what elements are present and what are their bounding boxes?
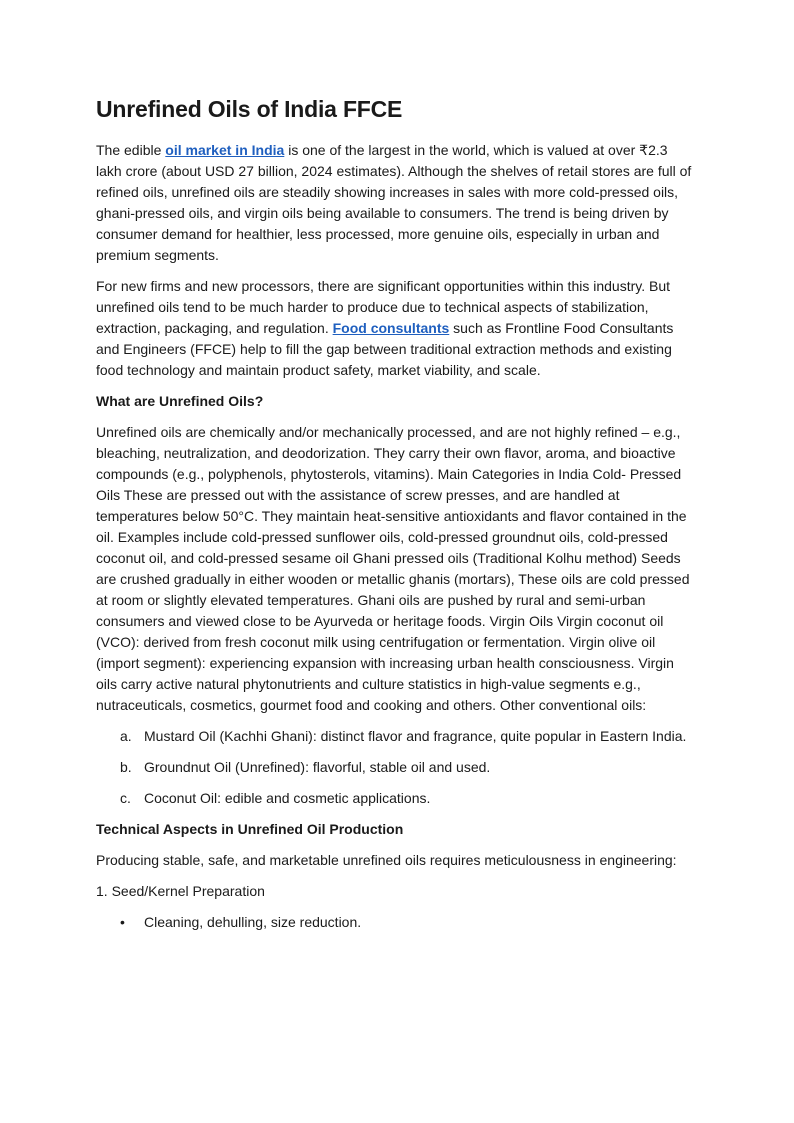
- opportunities-paragraph: [96, 276, 696, 381]
- intro-text-after: is one of the largest in the world, which is valued at over ₹2.3 lakh crore (about USD 27 billion, 2024 estimates). Although the shelves of retail stores are full of refined oils, unrefined oils are steadily showing increases in sales with more cold-pressed oils, ghani-pressed oils, and virgin oils being available to consumers. The trend is being driven by consumer demand for healthier, less processed, more genuine oils, especially in urban and premium segments.: [96, 141, 692, 263]
- seed-preparation-list: [96, 912, 696, 933]
- conventional-oils-list: [96, 726, 696, 809]
- document-title: Unrefined Oils of India FFCE: [96, 96, 403, 122]
- list-marker: a.: [120, 727, 132, 744]
- list-item: [96, 912, 696, 933]
- list-item-text: Mustard Oil (Kachhi Ghani): distinct flavor and fragrance, quite popular in Eastern India.: [144, 727, 687, 744]
- list-item: [96, 788, 696, 809]
- list-item: [96, 757, 696, 778]
- list-marker: c.: [120, 789, 131, 806]
- intro-paragraph: [96, 140, 696, 266]
- unrefined-oils-description: Unrefined oils are chemically and/or mechanically processed, and are not highly refined – e.g., bleaching, neutralization, and deodorization. They carry their own flavor, aroma, and bioactive compounds (e.g., polyphenols, phytosterols, vitamins). Main Categories in India Cold- Pressed Oils These are pressed out with the assistance of screw presses, and are handled at temperatures below 50°C. They maintain heat-sensitive antioxidants and flavor contained in the oil. Examples include cold-pressed sunflower oils, cold-pressed groundnut oils, cold-pressed coconut oil, and cold-pressed sesame oil Ghani pressed oils (Traditional Kolhu method) Seeds are crushed gradually in either wooden or metallic ghanis (mortars), These oils are cold pressed at room or slightly elevated temperatures. Ghani oils are pushed by rural and semi-urban consumers and viewed close to be Ayurveda or heritage foods. Virgin Oils Virgin coconut oil (VCO): derived from fresh coconut milk using centrifugation or fermentation. Virgin olive oil (import segment): experiencing expansion with increasing urban health consciousness. Virgin oils carry active natural phytonutrients and culture statistics in high-value segments e.g., nutraceuticals, cosmetics, gourmet food and cooking and others. Other conventional oils:: [96, 423, 690, 713]
- list-item: [96, 726, 696, 747]
- list-marker: b.: [120, 758, 132, 775]
- technical-aspects-heading: Technical Aspects in Unrefined Oil Production: [96, 820, 404, 837]
- list-item-text: Coconut Oil: edible and cosmetic applications.: [144, 789, 431, 806]
- opportunities-text-after: such as Frontline Food Consultants and Engineers (FFCE) help to fill the gap between traditional extraction methods and existing food technology and maintain product safety, market viability, and scale.: [96, 319, 674, 378]
- oil-market-link[interactable]: oil market in India: [165, 141, 285, 158]
- food-consultants-link[interactable]: Food consultants: [332, 319, 450, 336]
- document-page: [96, 96, 696, 943]
- bullet-marker: •: [120, 913, 125, 930]
- opportunities-text-before: For new firms and new processors, there are significant opportunities within this industry. But unrefined oils tend to be much harder to produce due to technical aspects of stabilization, extraction, packaging, and regulation.: [96, 277, 670, 336]
- list-item-text: Cleaning, dehulling, size reduction.: [144, 913, 362, 930]
- intro-text-before: The edible: [96, 141, 166, 158]
- technical-intro-paragraph: Producing stable, safe, and marketable unrefined oils requires meticulousness in engineering:: [96, 851, 677, 868]
- what-are-unrefined-oils-heading: What are Unrefined Oils?: [96, 392, 264, 409]
- list-item-text: Groundnut Oil (Unrefined): flavorful, stable oil and used.: [144, 758, 491, 775]
- step-seed-preparation: 1. Seed/Kernel Preparation: [96, 882, 265, 899]
